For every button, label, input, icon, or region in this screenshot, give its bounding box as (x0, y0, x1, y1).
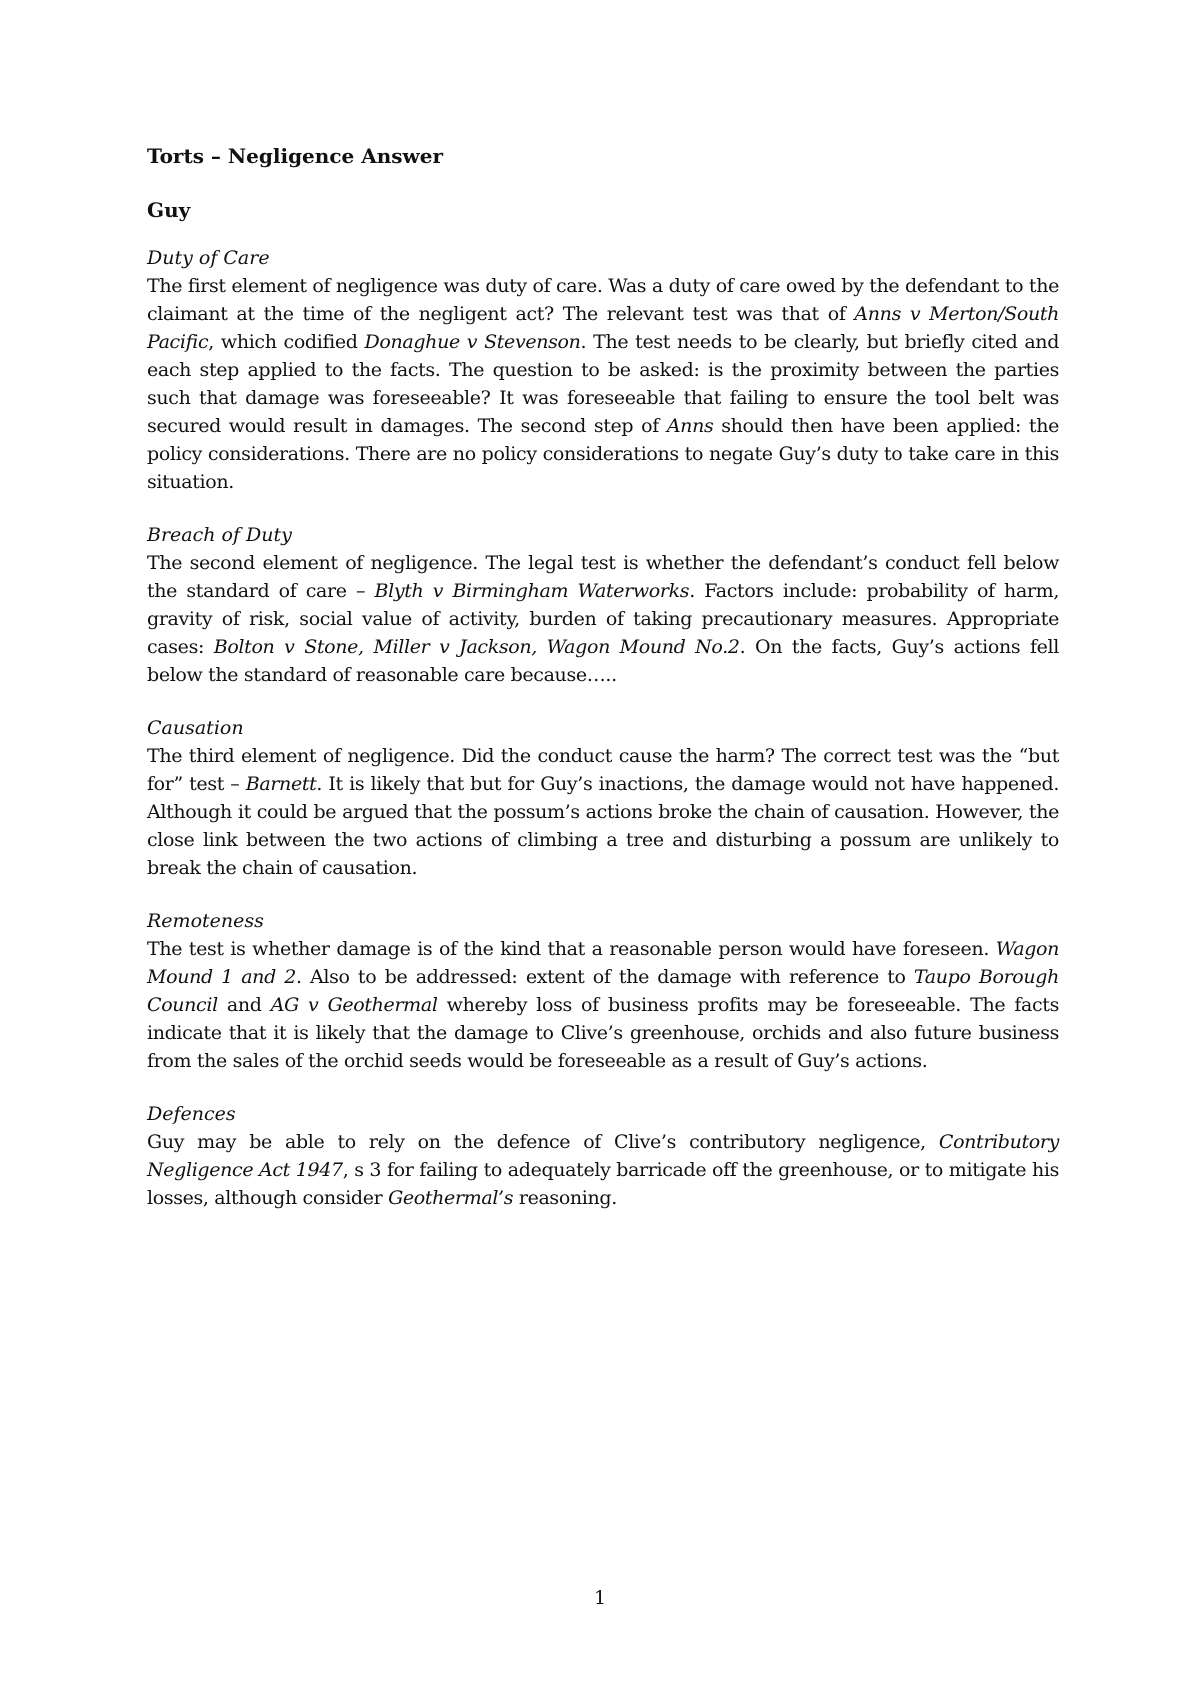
section-breach-of-duty (147, 521, 1059, 689)
body-text: . It is likely that but for Guy’s inactions, the damage would not have happened. Although it could be argued that the possum’s actions broke the chain of causation. However, the close link between the two actions of climbing a tree and disturbing a possum are unlikely to break the chain of causation. (147, 773, 1060, 879)
sections-container (147, 244, 1059, 1212)
section-body (147, 272, 1059, 496)
section-remoteness (147, 907, 1059, 1075)
section-causation (147, 714, 1059, 882)
case-citation: Anns (666, 415, 714, 437)
body-text: should then have been applied: the policy considerations. There are no policy considerations to negate Guy’s duty to take care in this situation. (147, 415, 1059, 493)
section-duty-of-care (147, 244, 1059, 496)
body-text: The third element of negligence. Did the conduct cause the harm? The correct test was the “but for” test – (147, 745, 1059, 795)
case-citation: Contributory Negligence Act 1947 (147, 1131, 1059, 1181)
body-text: The second element of negligence. The legal test is whether the defendant’s conduct fell below the standard of care – (147, 552, 1059, 602)
section-heading: Defences (147, 1103, 236, 1125)
body-text: , which codified (208, 331, 365, 353)
section-body (147, 549, 1059, 689)
party-heading: Guy (147, 198, 191, 222)
body-text: Guy may be able to rely on the defence of Clive’s contributory negligence, (147, 1131, 939, 1153)
section-heading: Breach of Duty (147, 524, 292, 546)
body-text: . Also to be addressed: extent of the damage with reference to (295, 966, 914, 988)
case-citation: Blyth v Birmingham Waterworks (374, 580, 690, 602)
section-body (147, 935, 1059, 1075)
section-body (147, 742, 1059, 882)
section-defences (147, 1100, 1059, 1212)
body-text: . On the facts, Guy’s actions fell below the standard of reasonable care because….. (147, 636, 1059, 686)
body-text: . Factors include: probability of harm, gravity of risk, social value of activity, burden of taking precautionary measures. Appropriate cases: (147, 580, 1060, 658)
body-text: . The test needs to be clearly, but briefly cited and each step applied to the facts. The question to be asked: is the proximity between the parties such that damage was foreseeable? It was foreseeable that failing to ensure the tool belt was secured would result in damages. The second step of (147, 331, 1060, 437)
case-citation: Anns v Merton/South Pacific (147, 303, 1060, 353)
case-citation: AG v Geothermal (270, 994, 438, 1016)
section-body (147, 1128, 1059, 1212)
case-citation: Bolton v Stone, Miller v Jackson, Wagon Mound No.2 (213, 636, 740, 658)
document-title: Torts – Negligence Answer (147, 144, 443, 168)
body-text: whereby loss of business profits may be foreseeable. The facts indicate that it is likely that the damage to Clive’s greenhouse, orchids and also future business from the sales of the orchid seeds would be foreseeable as a result of Guy’s actions. (147, 994, 1059, 1072)
body-text: The first element of negligence was duty of care. Was a duty of care owed by the defendant to the claimant at the time of the negligent act? The relevant test was that of (147, 275, 1059, 325)
case-citation: Donaghue v Stevenson (364, 331, 581, 353)
section-heading: Duty of Care (147, 247, 270, 269)
case-citation: Geothermal’s (388, 1187, 514, 1209)
body-text: and (217, 994, 271, 1016)
case-citation: Barnett (245, 773, 317, 795)
section-heading: Causation (147, 717, 244, 739)
document-page (147, 142, 1059, 1237)
case-citation: Wagon Mound 1 and 2 (147, 938, 1059, 988)
body-text: , s 3 for failing to adequately barricade off the greenhouse, or to mitigate his losses, although consider (147, 1159, 1060, 1209)
body-text: The test is whether damage is of the kind that a reasonable person would have foreseen. (147, 938, 996, 960)
body-text: reasoning. (513, 1187, 617, 1209)
case-citation: Taupo Borough Council (147, 966, 1059, 1016)
section-heading: Remoteness (147, 910, 264, 932)
page-number: 1 (593, 1587, 607, 1609)
